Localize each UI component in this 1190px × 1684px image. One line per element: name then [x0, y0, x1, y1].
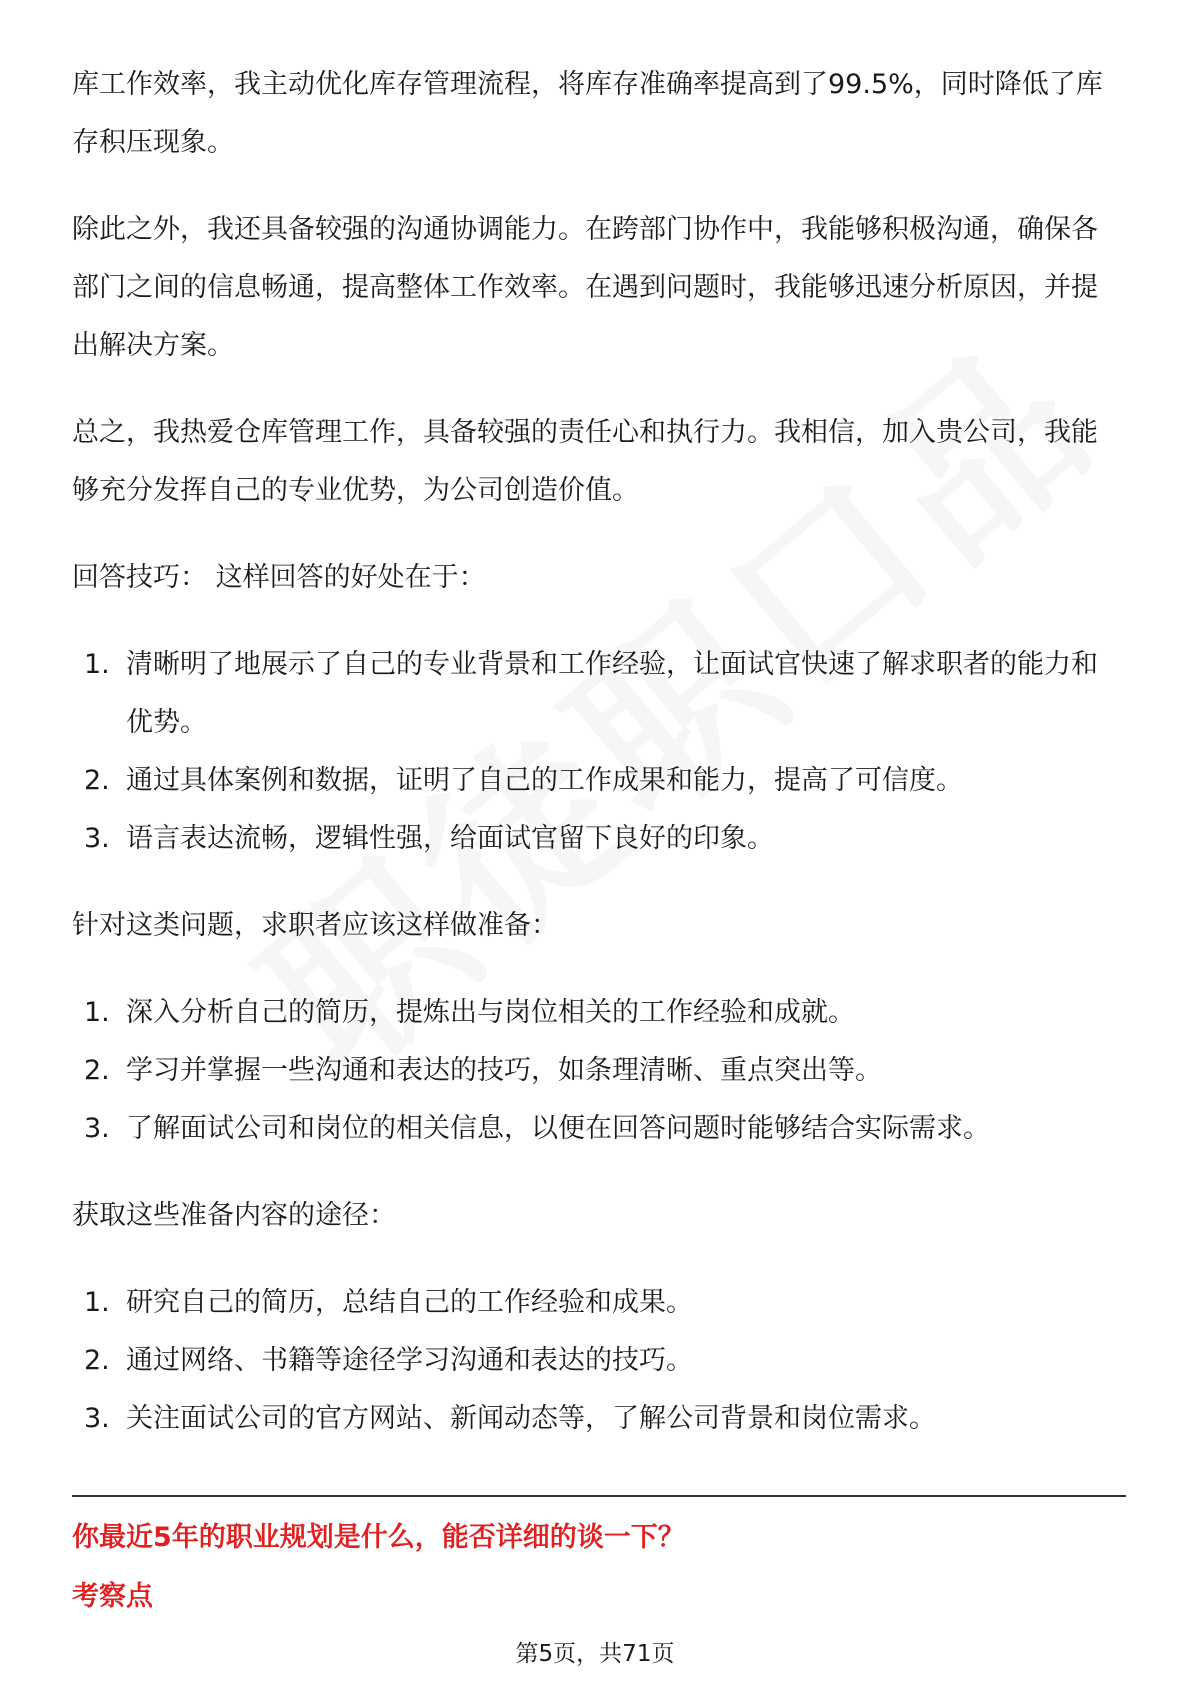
list-number: 2.	[84, 1055, 110, 1086]
list-item	[72, 752, 1118, 810]
list-item	[72, 1274, 1118, 1332]
list-item	[72, 810, 1118, 868]
document-body	[72, 56, 1118, 1477]
list-item	[72, 1390, 1118, 1448]
paragraph-efficiency: 库工作效率，我主动优化库存管理流程，将库存准确率提高到了99.5%，同时降低了库存积压现象。	[72, 69, 1103, 158]
list-number: 1.	[84, 1287, 110, 1318]
paragraph-summary: 总之，我热爱仓库管理工作，具备较强的责任心和执行力。我相信，加入贵公司，我能够充分发挥自己的专业优势，为公司创造价值。	[72, 417, 1098, 506]
prep-heading: 针对这类问题，求职者应该这样做准备：	[72, 910, 558, 941]
next-question-title: 你最近5年的职业规划是什么，能否详细的谈一下？	[72, 1522, 685, 1553]
list-number: 1.	[84, 997, 110, 1028]
list-text: 通过具体案例和数据，证明了自己的工作成果和能力，提高了可信度。	[126, 765, 963, 796]
section-label: 考察点	[72, 1581, 153, 1612]
paragraph-communication: 除此之外，我还具备较强的沟通协调能力。在跨部门协作中，我能够积极沟通，确保各部门之间的信息畅通，提高整体工作效率。在遇到问题时，我能够迅速分析原因，并提出解决方案。	[72, 214, 1098, 361]
list-item	[72, 1332, 1118, 1390]
prep-list	[72, 984, 1118, 1158]
list-text: 关注面试公司的官方网站、新闻动态等，了解公司背景和岗位需求。	[126, 1403, 936, 1434]
list-item	[72, 1100, 1118, 1158]
list-item	[72, 1042, 1118, 1100]
list-item	[72, 636, 1118, 752]
section-divider	[72, 1495, 1126, 1497]
list-number: 2.	[84, 1345, 110, 1376]
list-text: 通过网络、书籍等途径学习沟通和表达的技巧。	[126, 1345, 693, 1376]
list-number: 2.	[84, 765, 110, 796]
page-number: 第5页，共71页	[515, 1641, 675, 1667]
list-number: 3.	[84, 823, 110, 854]
list-text: 了解面试公司和岗位的相关信息，以便在回答问题时能够结合实际需求。	[126, 1113, 990, 1144]
source-heading: 获取这些准备内容的途径：	[72, 1200, 396, 1231]
source-list	[72, 1274, 1118, 1448]
list-number: 3.	[84, 1113, 110, 1144]
list-item	[72, 984, 1118, 1042]
list-text: 语言表达流畅，逻辑性强，给面试官留下良好的印象。	[126, 823, 774, 854]
tips-heading: 回答技巧： 这样回答的好处在于：	[72, 562, 486, 593]
list-text: 深入分析自己的简历，提炼出与岗位相关的工作经验和成就。	[126, 997, 855, 1028]
tips-list	[72, 636, 1118, 868]
list-number: 3.	[84, 1403, 110, 1434]
list-text: 学习并掌握一些沟通和表达的技巧，如条理清晰、重点突出等。	[126, 1055, 882, 1086]
list-text: 清晰明了地展示了自己的专业背景和工作经验，让面试官快速了解求职者的能力和优势。	[126, 649, 1098, 738]
list-text: 研究自己的简历，总结自己的工作经验和成果。	[126, 1287, 693, 1318]
list-number: 1.	[84, 649, 110, 680]
